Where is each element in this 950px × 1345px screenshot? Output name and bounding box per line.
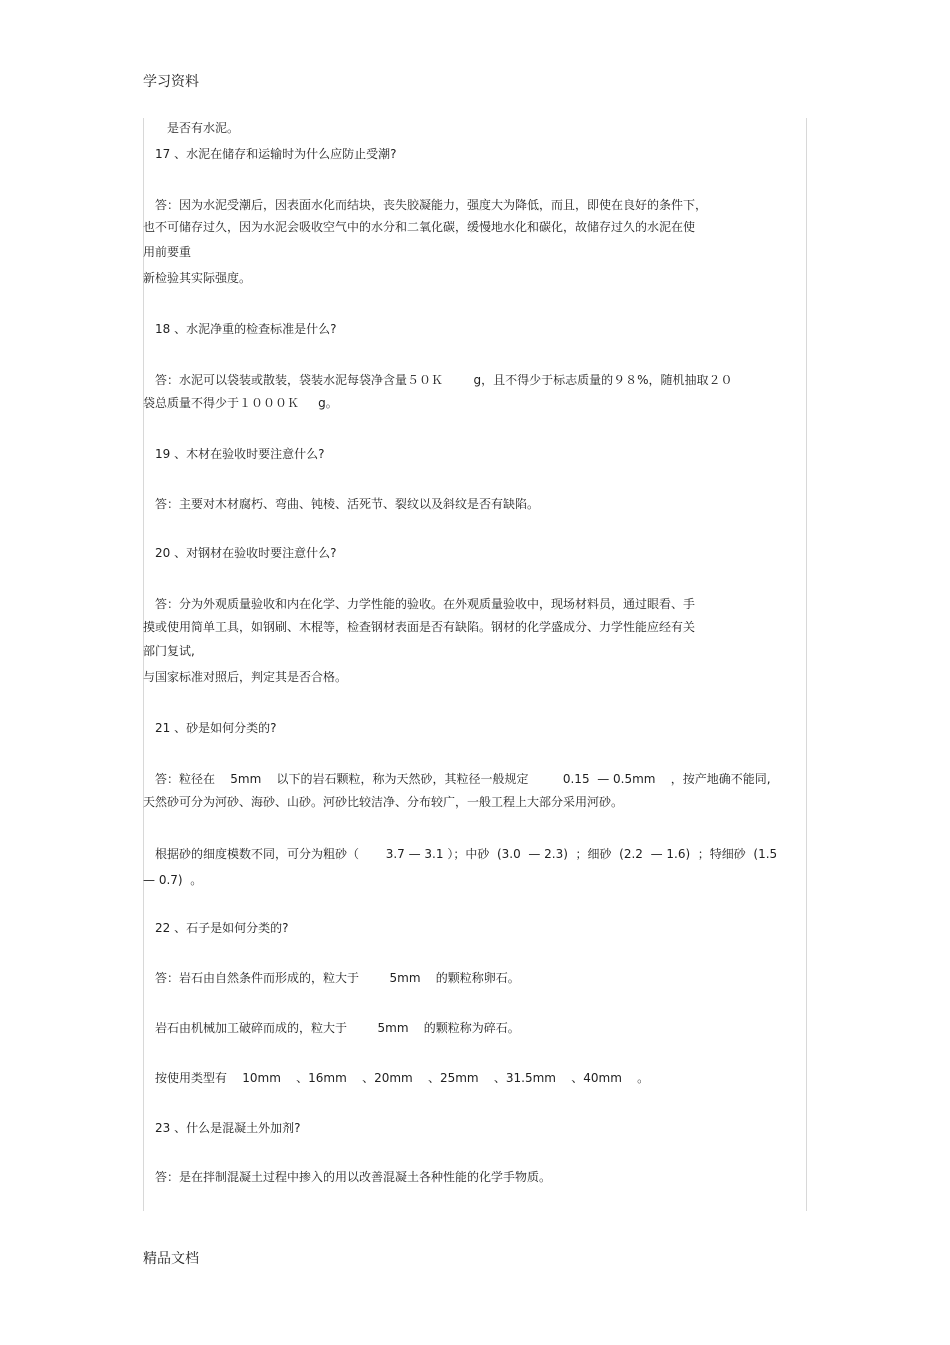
answer-line: 答：分为外观质量验收和内在化学、力学性能的验收。在外观质量验收中，现场材料员，通过眼看、手 [155, 597, 696, 611]
answer-line: 答：因为水泥受潮后，因表面水化而结块，丧失胶凝能力，强度大为降低，而且，即使在良好的条件下， [155, 198, 708, 212]
answer-line: 部门复试, [143, 644, 195, 658]
question-18: 18 、水泥净重的检查标准是什么? [155, 322, 337, 336]
content-frame-right-border [806, 118, 807, 1211]
question-20: 20 、对钢材在验收时要注意什么? [155, 546, 337, 560]
answer-line: 用前要重 [143, 245, 192, 259]
answer-line: 也不可储存过久，因为水泥会吸收空气中的水分和二氧化碳，缓慢地水化和碳化，故储存过久的水泥在使 [143, 220, 696, 234]
answer-line: 与国家标准对照后，判定其是否合格。 [143, 670, 348, 684]
answer-line: 答：粒径在 5mm 以下的岩石颗粒，称为天然砂，其粒径一般规定 0.15 — 0.5mm ，按产地确不能同, [155, 772, 771, 786]
answer-line: 答：岩石由自然条件而形成的，粒大于 5mm 的颗粒称卵石。 [155, 971, 520, 985]
answer-line: 按使用类型有 10mm 、16mm 、20mm 、25mm 、31.5mm 、40mm 。 [155, 1071, 650, 1085]
page-header: 学习资料 [143, 74, 199, 90]
question-17: 17 、水泥在储存和运输时为什么应防止受潮? [155, 147, 397, 161]
answer-line: — 0.7) 。 [143, 873, 203, 887]
answer-line: 天然砂可分为河砂、海砂、山砂。河砂比较洁净、分布较广，一般工程上大部分采用河砂。 [143, 795, 624, 809]
answer-line: 答：主要对木材腐朽、弯曲、钝棱、活死节、裂纹以及斜纹是否有缺陷。 [155, 497, 540, 511]
question-19: 19 、木材在验收时要注意什么? [155, 447, 325, 461]
text-line: 是否有水泥。 [167, 121, 240, 135]
answer-line: 根据砂的细度模数不同，可分为粗砂（ 3.7 — 3.1 ）；中砂 (3.0 — 2.3) ；细砂 (2.2 — 1.6) ；特细砂 (1.5 [155, 847, 778, 861]
question-21: 21 、砂是如何分类的? [155, 721, 277, 735]
answer-line: 袋总质量不得少于１０００Ｋ g。 [143, 396, 338, 410]
page-footer: 精品文档 [143, 1251, 199, 1267]
answer-line: 答：水泥可以袋装或散装，袋装水泥每袋净含量５０Ｋ g，且不得少于标志质量的９８%，随机抽取２０ [155, 373, 733, 387]
answer-line: 摸或使用简单工具，如钢刷、木棍等，检查钢材表面是否有缺陷。钢材的化学盛成分、力学性能应经有关 [143, 620, 696, 634]
question-22: 22 、石子是如何分类的? [155, 921, 289, 935]
answer-line: 新检验其实际强度。 [143, 271, 252, 285]
answer-line: 岩石由机械加工破碎而成的，粒大于 5mm 的颗粒称为碎石。 [155, 1021, 520, 1035]
answer-line: 答：是在拌制混凝土过程中掺入的用以改善混凝土各种性能的化学手物质。 [155, 1170, 552, 1184]
question-23: 23 、什么是混凝土外加剂? [155, 1121, 301, 1135]
